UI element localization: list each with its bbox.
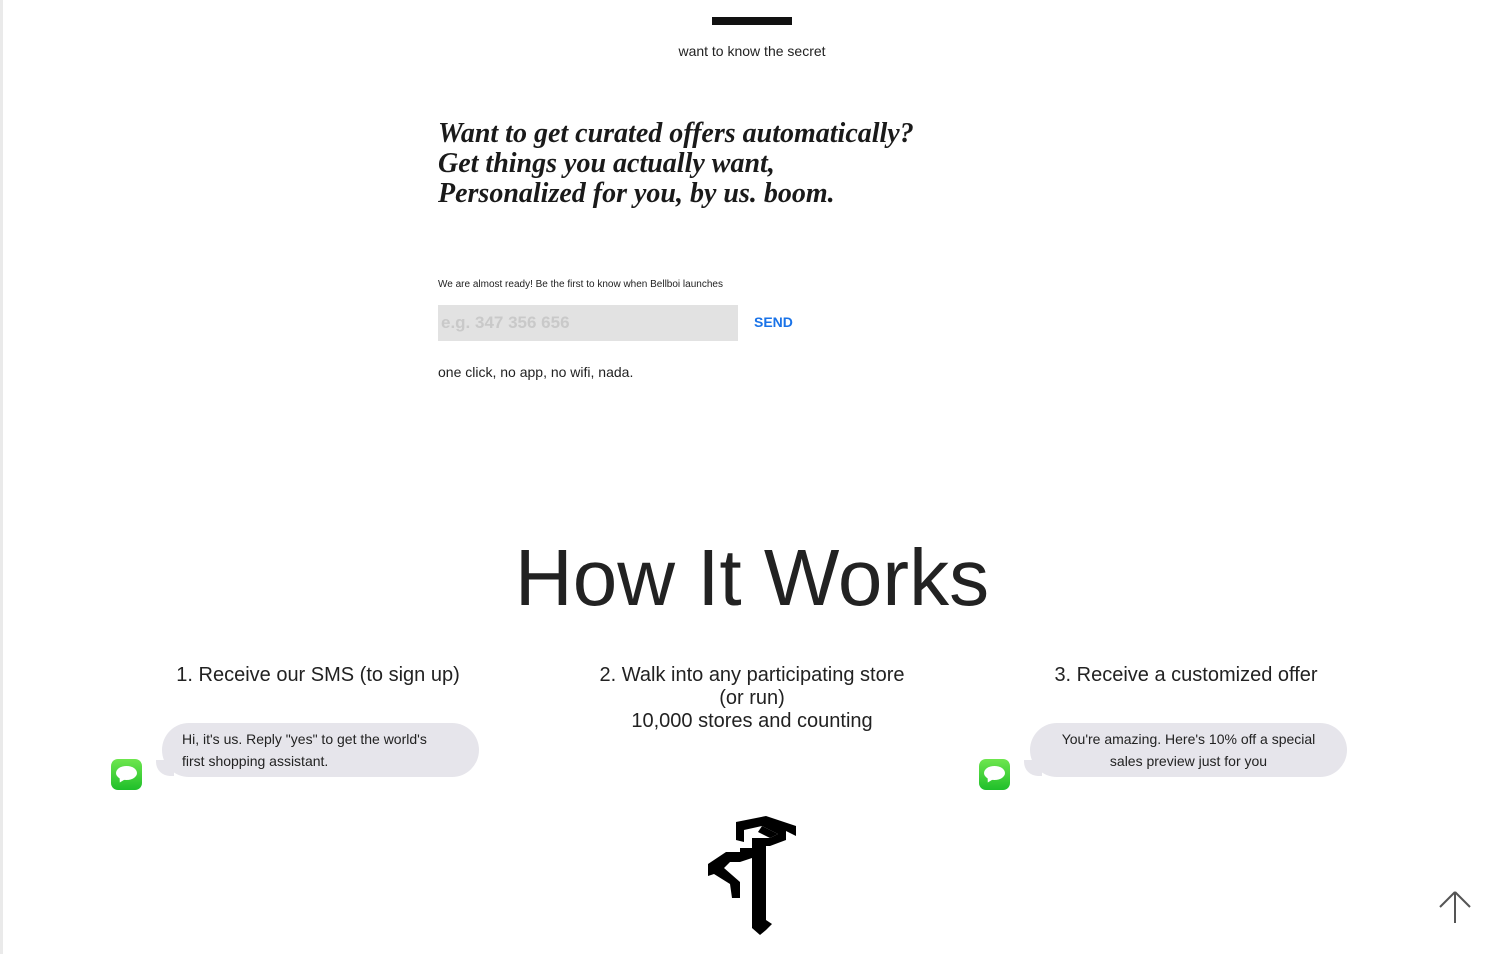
messages-icon	[111, 759, 142, 790]
signup-subnote: one click, no app, no wifi, nada.	[438, 364, 634, 380]
step-line: 3. Receive a customized offer	[1054, 664, 1318, 686]
sms-line: You're amazing. Here's 10% off a special	[1061, 731, 1316, 747]
send-button[interactable]: SEND	[754, 314, 793, 330]
running-man-logo	[700, 812, 800, 937]
launch-notice: We are almost ready! Be the first to know when Bellboi launches	[438, 279, 723, 290]
sms-bubble-signup	[162, 723, 479, 777]
headline-line: Get things you actually want,	[438, 148, 775, 179]
step-line: 2. Walk into any participating store	[599, 664, 905, 686]
phone-input[interactable]	[438, 305, 738, 341]
step-1-title	[118, 664, 518, 687]
top-accent-bar	[712, 17, 792, 25]
sms-bubble-offer	[1030, 723, 1347, 777]
headline-line: Personalized for you, by us. boom.	[438, 178, 835, 209]
hero-headline	[438, 119, 1058, 209]
how-it-works-title: How It Works	[514, 533, 990, 622]
sms-line: first shopping assistant.	[182, 753, 329, 769]
headline-line: Want to get curated offers automatically?	[438, 118, 914, 149]
step-line: (or run)	[719, 687, 785, 709]
secret-label[interactable]: want to know the secret	[678, 43, 826, 59]
arrow-up-icon[interactable]	[1437, 889, 1473, 925]
step-2-title	[552, 664, 952, 733]
messages-icon	[979, 759, 1010, 790]
step-line: 1. Receive our SMS (to sign up)	[176, 664, 460, 686]
sms-line: Hi, it's us. Reply "yes" to get the world's	[182, 731, 427, 747]
left-edge-divider	[0, 0, 3, 954]
sms-line: sales preview just for you	[1109, 753, 1268, 769]
step-3-title	[986, 664, 1386, 687]
step-line: 10,000 stores and counting	[631, 710, 873, 732]
